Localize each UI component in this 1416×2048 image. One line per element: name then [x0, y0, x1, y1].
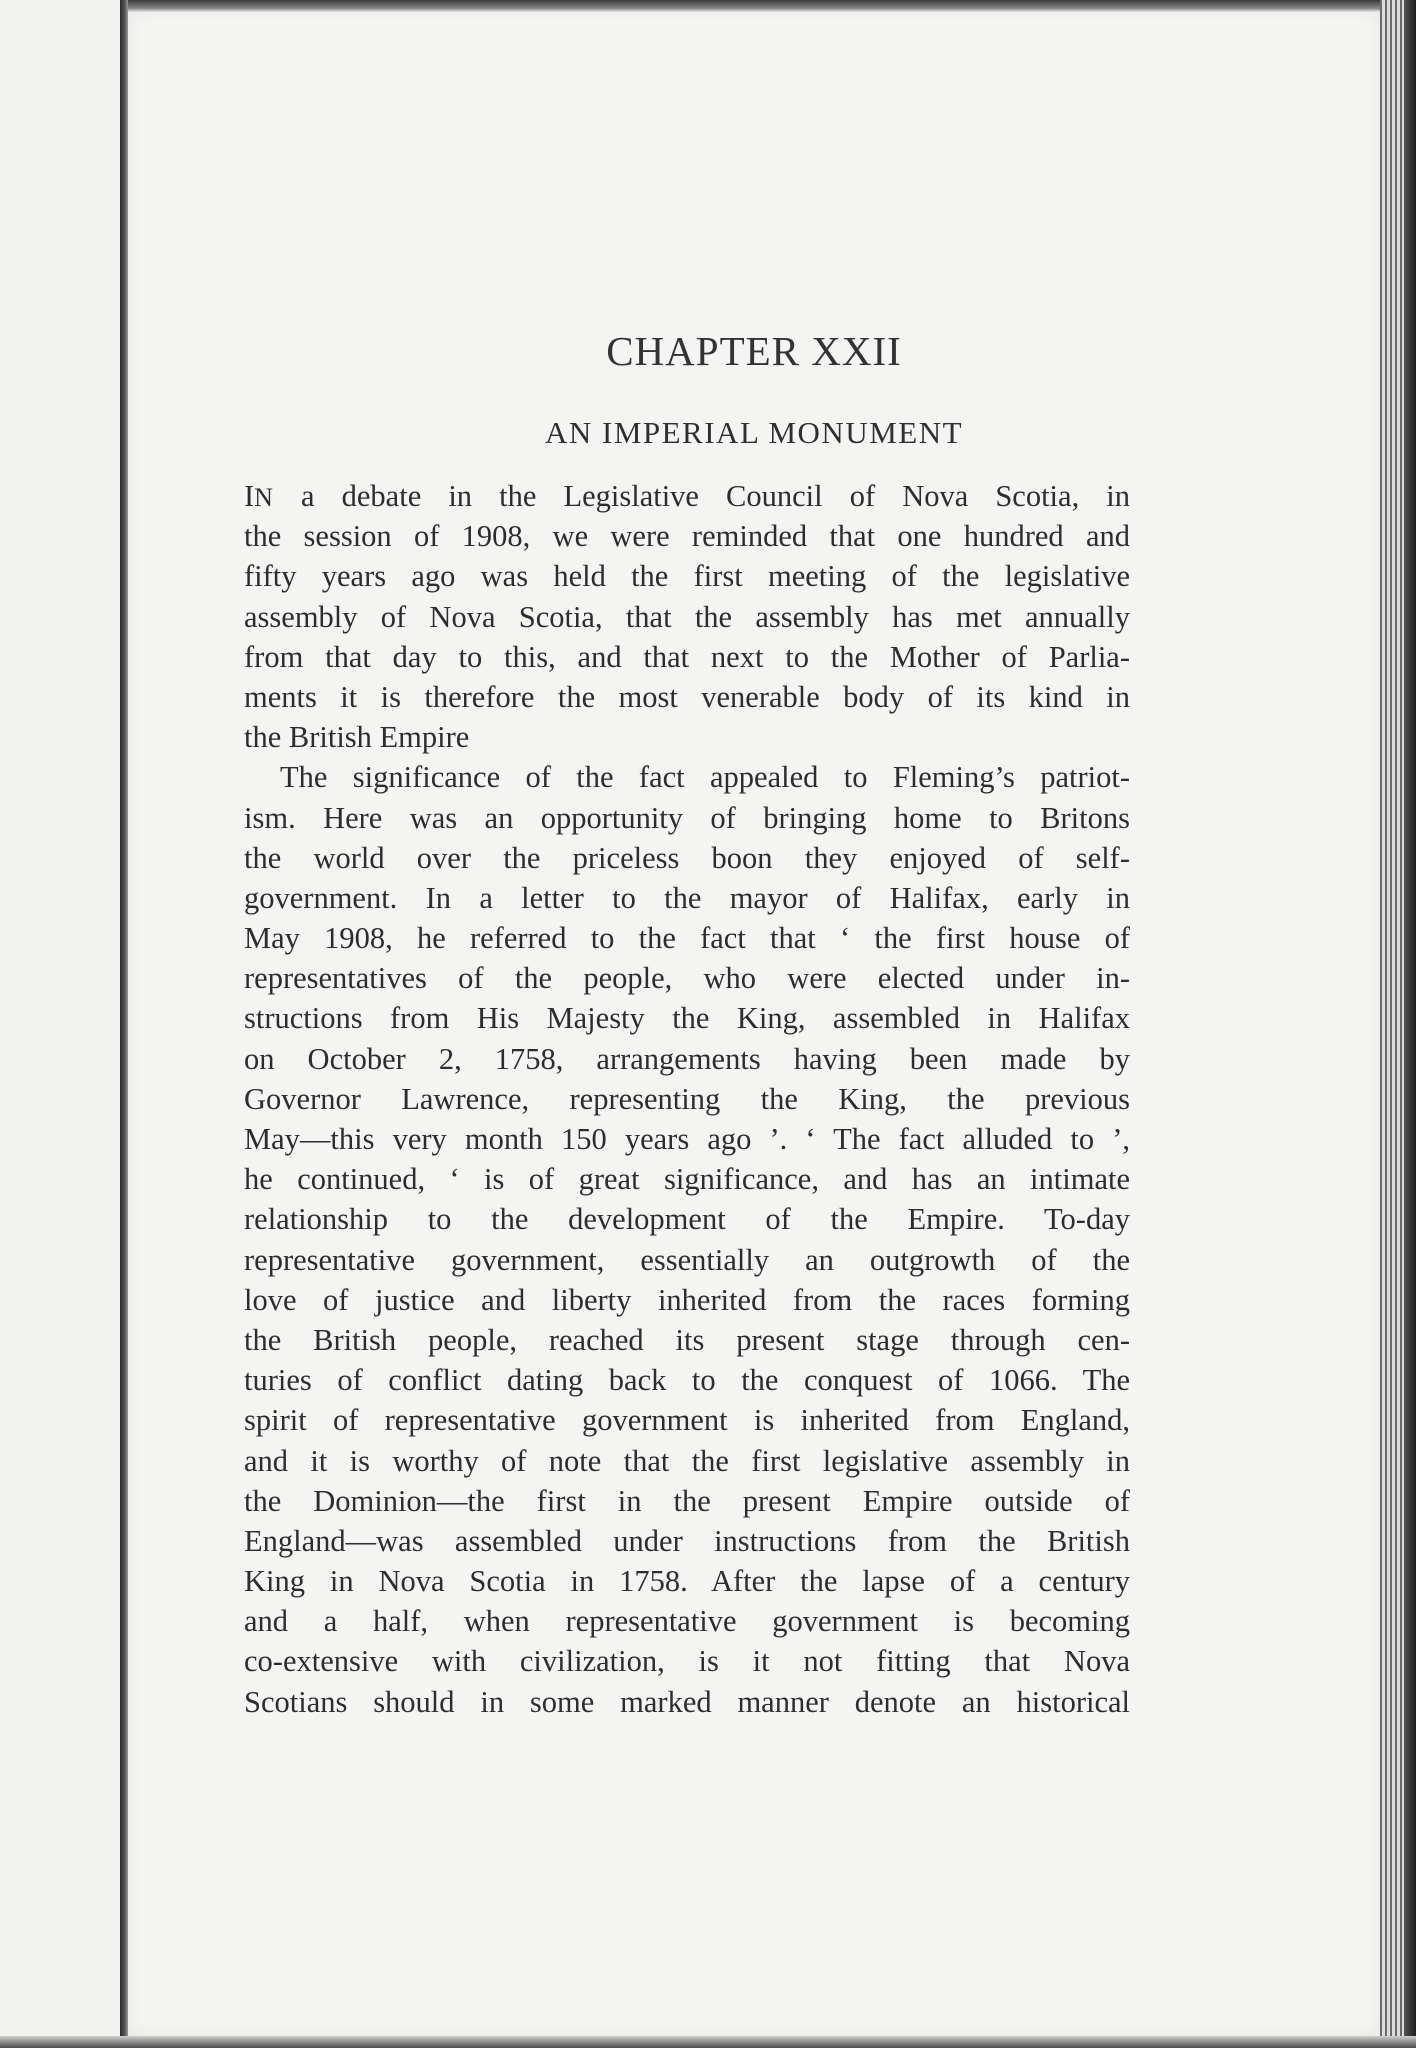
text-line: and a half, when representative government is becoming [244, 1604, 1130, 1639]
text-line: the world over the priceless boon they enjoyed of self- [244, 840, 1130, 875]
text-line: Governor Lawrence, representing the King, the previous [244, 1081, 1130, 1116]
text-line: co-extensive with civilization, is it not fitting that Nova [244, 1644, 1130, 1679]
text-line: and it is worthy of note that the first legislative assembly in [244, 1443, 1130, 1478]
text-line: England—was assembled under instructions from the British [244, 1523, 1130, 1558]
text-line: May 1908, he referred to the fact that ‘ the first house of [244, 921, 1130, 956]
text-line: King in Nova Scotia in 1758. After the lapse of a century [244, 1564, 1130, 1599]
facing-page-edge [0, 0, 122, 2048]
text-line: from that day to this, and that next to the Mother of Parlia- [244, 639, 1130, 674]
text-line: the session of 1908, we were reminded that one hundred and [244, 519, 1130, 554]
small-caps: N [254, 483, 274, 512]
text-line: representative government, essentially an outgrowth of the [244, 1242, 1130, 1277]
text-line: representatives of the people, who were elected under in- [244, 961, 1130, 996]
text-line: love of justice and liberty inherited from the races forming [244, 1282, 1130, 1317]
text-line: structions from His Majesty the King, assembled in Halifax [244, 1001, 1130, 1036]
text-line: The significance of the fact appealed to Fleming’s patriot- [280, 760, 1130, 795]
page-top-edge [128, 0, 1416, 12]
chapter-body [244, 476, 1130, 1722]
text-line: May—this very month 150 years ago ’. ‘ The fact alluded to ’, [244, 1122, 1130, 1156]
book-gutter [120, 0, 128, 2048]
book-cover-edge [1404, 0, 1416, 2048]
text-line: the Dominion—the first in the present Empire outside of [244, 1483, 1130, 1518]
text-line: the British Empire [244, 720, 470, 755]
text-line: assembly of Nova Scotia, that the assembly has met annually [244, 599, 1130, 634]
text-line: IN a debate in the Legislative Council of Nova Scotia, in [244, 479, 1130, 513]
chapter-number: CHAPTER XXII [606, 328, 902, 374]
text-line: fifty years ago was held the first meeting of the legislative [244, 559, 1130, 594]
text-line: on October 2, 1758, arrangements having been made by [244, 1041, 1130, 1076]
text-line: relationship to the development of the Empire. To-day [244, 1202, 1130, 1237]
text-line: ism. Here was an opportunity of bringing home to Britons [244, 800, 1130, 835]
chapter-title: AN IMPERIAL MONUMENT [544, 415, 964, 450]
text-line: government. In a letter to the mayor of Halifax, early in [244, 880, 1130, 915]
text-line: ments it is therefore the most venerable body of its kind in [244, 679, 1130, 714]
page-bottom-edge [0, 2036, 1416, 2048]
drop-cap: I [244, 479, 255, 513]
text-line: Scotians should in some marked manner denote an historical [244, 1684, 1130, 1719]
text-line: turies of conflict dating back to the conquest of 1066. The [244, 1363, 1130, 1398]
text-line: spirit of representative government is inherited from England, [244, 1403, 1130, 1438]
text-line: the British people, reached its present stage through cen- [244, 1322, 1130, 1357]
text-line: he continued, ‘ is of great significance, and has an intimate [244, 1162, 1130, 1197]
